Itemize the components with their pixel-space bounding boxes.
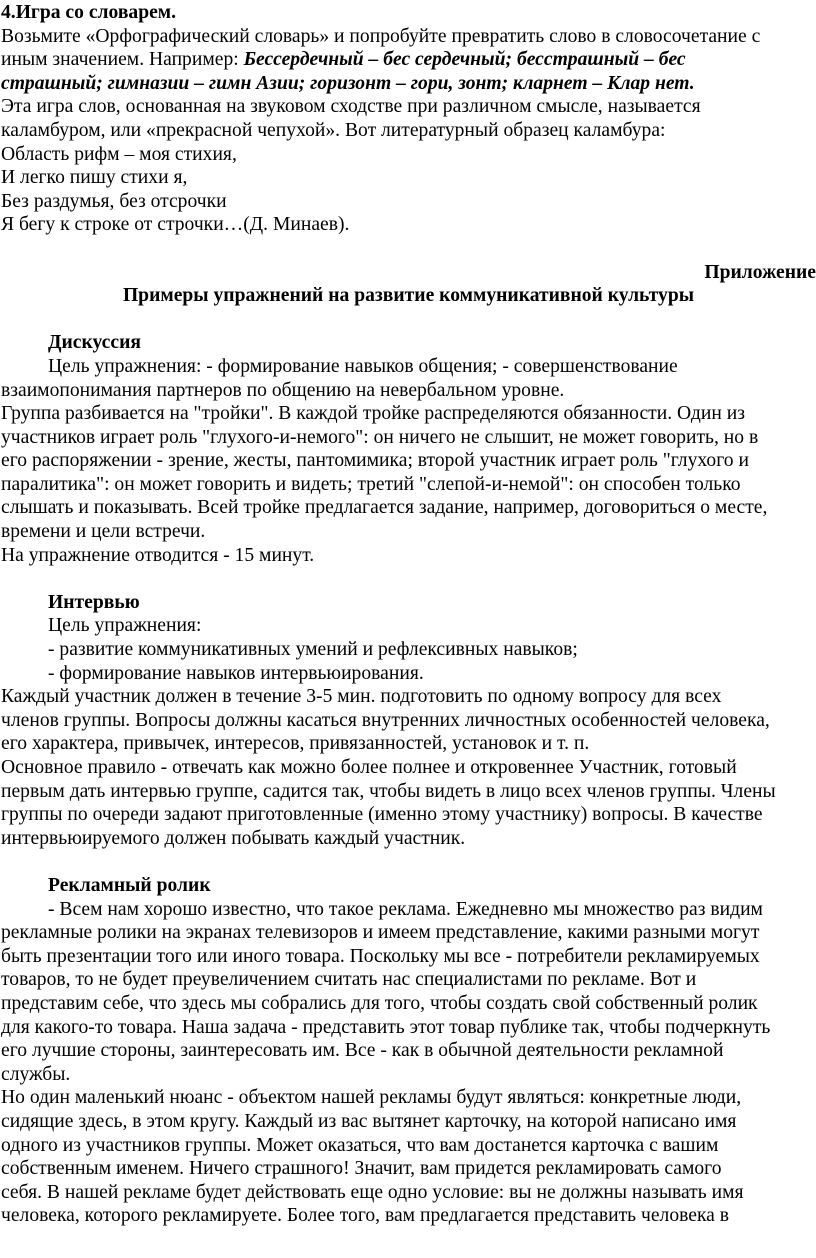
poem-line: Область рифм – моя стихия, <box>1 143 237 165</box>
paragraph-line: На упражнение отводится - 15 минут. <box>1 544 315 566</box>
paragraph-line: паралитика": он может говорить и видеть; третий "слепой-и-немой": он способен только <box>1 473 741 495</box>
paragraph-line: Эта игра слов, основанная на звуковом сходстве при различном смысле, называется <box>1 96 701 118</box>
paragraph-line: человека, которого рекламируете. Более того, вам предлагается представить человека в <box>1 1205 730 1227</box>
section-heading-advert: Рекламный ролик <box>48 874 211 896</box>
paragraph-line: быть презентации того или иного товара. Поскольку мы все - потребители рекламируемых <box>1 945 760 967</box>
example-text: Бессердечный – бес сердечный; бесстрашный – бес <box>243 49 686 71</box>
paragraph-line: Цель упражнения: <box>48 615 202 637</box>
paragraph-line: Группа разбивается на "тройки". В каждой тройке распределяются обязанности. Один из <box>1 403 745 425</box>
spacer <box>1 850 816 874</box>
paragraph-line: Основное правило - отвечать как можно более полнее и откровеннее Участник, готовый <box>1 757 737 778</box>
paragraph-line: одного из участников группы. Может оказаться, что вам достанется карточка с вашим <box>1 1134 719 1156</box>
paragraph-line: собственным именем. Ничего страшного! Значит, вам придется рекламировать самого <box>1 1158 722 1180</box>
paragraph-line: взаимопонимания партнеров по общению на невербальном уровне. <box>1 379 565 401</box>
example-text: страшный; гимназии – гимн Азии; горизонт – гори, зонт; кларнет – Клар нет. <box>1 72 695 94</box>
paragraph-line: времени и цели встречи. <box>1 521 206 543</box>
paragraph-line: первым дать интервью группе, садится так, чтобы видеть в лицо всех членов группы. Члены <box>1 780 776 802</box>
paragraph-line: его лучшие стороны, заинтересовать им. Все - как в обычной деятельности рекламной <box>1 1040 724 1062</box>
appendix-label: Приложение <box>704 261 816 283</box>
section-heading-dictionary-game: 4.Игра со словарем. <box>1 2 177 23</box>
paragraph-line: членов группы. Вопросы должны касаться внутренних личностных особенностей человека, <box>1 709 770 731</box>
list-item: - формирование навыков интервьюирования. <box>48 662 424 684</box>
paragraph-line: службы. <box>1 1063 71 1085</box>
paragraph-line: Каждый участник должен в течение 3-5 мин. подготовить по одному вопросу для всех <box>1 686 722 708</box>
paragraph-line: представим себе, что здесь мы собрались для того, чтобы создать свой собственный ролик <box>1 992 758 1014</box>
poem-line: Без раздумья, без отсрочки <box>1 190 227 212</box>
section-heading-interview: Интервью <box>48 591 140 613</box>
paragraph-line: интервьюируемого должен побывать каждый участник. <box>1 827 466 849</box>
spacer <box>1 237 816 261</box>
paragraph-line: слышать и показывать. Всей тройке предлагается задание, например, договориться о месте, <box>1 497 768 519</box>
paragraph-line: - Всем нам хорошо известно, что такое реклама. Ежедневно мы множество раз видим <box>48 898 763 920</box>
poem-line: Я бегу к строке от строчки…(Д. Минаев). <box>1 214 350 236</box>
paragraph-line: товаров, то не будет преувеличением считать нас специалистами по рекламе. Вот и <box>1 969 697 991</box>
document-page <box>1 1 816 1228</box>
spacer <box>1 567 816 591</box>
paragraph-line: сидящие здесь, в этом кругу. Каждый из вас вытянет карточку, на которой написано имя <box>1 1110 737 1132</box>
paragraph-line: себя. В нашей рекламе будет действовать еще одно условие: вы не должны называть имя <box>1 1181 744 1203</box>
paragraph-line: каламбуром, или «прекрасной чепухой». Вот литературный образец каламбура: <box>1 119 666 141</box>
paragraph-line: его характера, привычек, интересов, привязанностей, установок и т. п. <box>1 733 590 755</box>
paragraph-line: для какого-то товара. Наша задача - представить этот товар публике так, чтобы подчеркнуть <box>1 1016 771 1038</box>
text-run: иным значением. Например: <box>1 49 244 71</box>
appendix-title: Примеры упражнений на развитие коммуникативной культуры <box>122 285 695 307</box>
section-heading-discussion: Дискуссия <box>48 332 141 354</box>
paragraph-line: участников играет роль "глухого-и-немого": он ничего не слышит, не может говорить, но в <box>1 426 759 448</box>
poem-line: И легко пишу стихи я, <box>1 167 188 189</box>
spacer <box>1 308 816 332</box>
paragraph-line: рекламные ролики на экранах телевизоров и имеем представление, какими разными могут <box>1 922 760 944</box>
paragraph-line: Возьмите «Орфографический словарь» и попробуйте превратить слово в словосочетание с <box>1 25 761 47</box>
paragraph-line: Цель упражнения: - формирование навыков общения; - совершенствование <box>48 355 678 377</box>
paragraph-line: его распоряжении - зрение, жесты, пантомимика; второй участник играет роль "глухого и <box>1 450 749 472</box>
list-item: - развитие коммуникативных умений и рефлексивных навыков; <box>48 639 578 661</box>
paragraph-line: группы по очереди задают приготовленные (именно этому участнику) вопросы. В качестве <box>1 804 763 826</box>
paragraph-line <box>1 48 816 72</box>
paragraph-line: Но один маленький нюанс - объектом нашей рекламы будут являться: конкретные люди, <box>1 1087 742 1109</box>
